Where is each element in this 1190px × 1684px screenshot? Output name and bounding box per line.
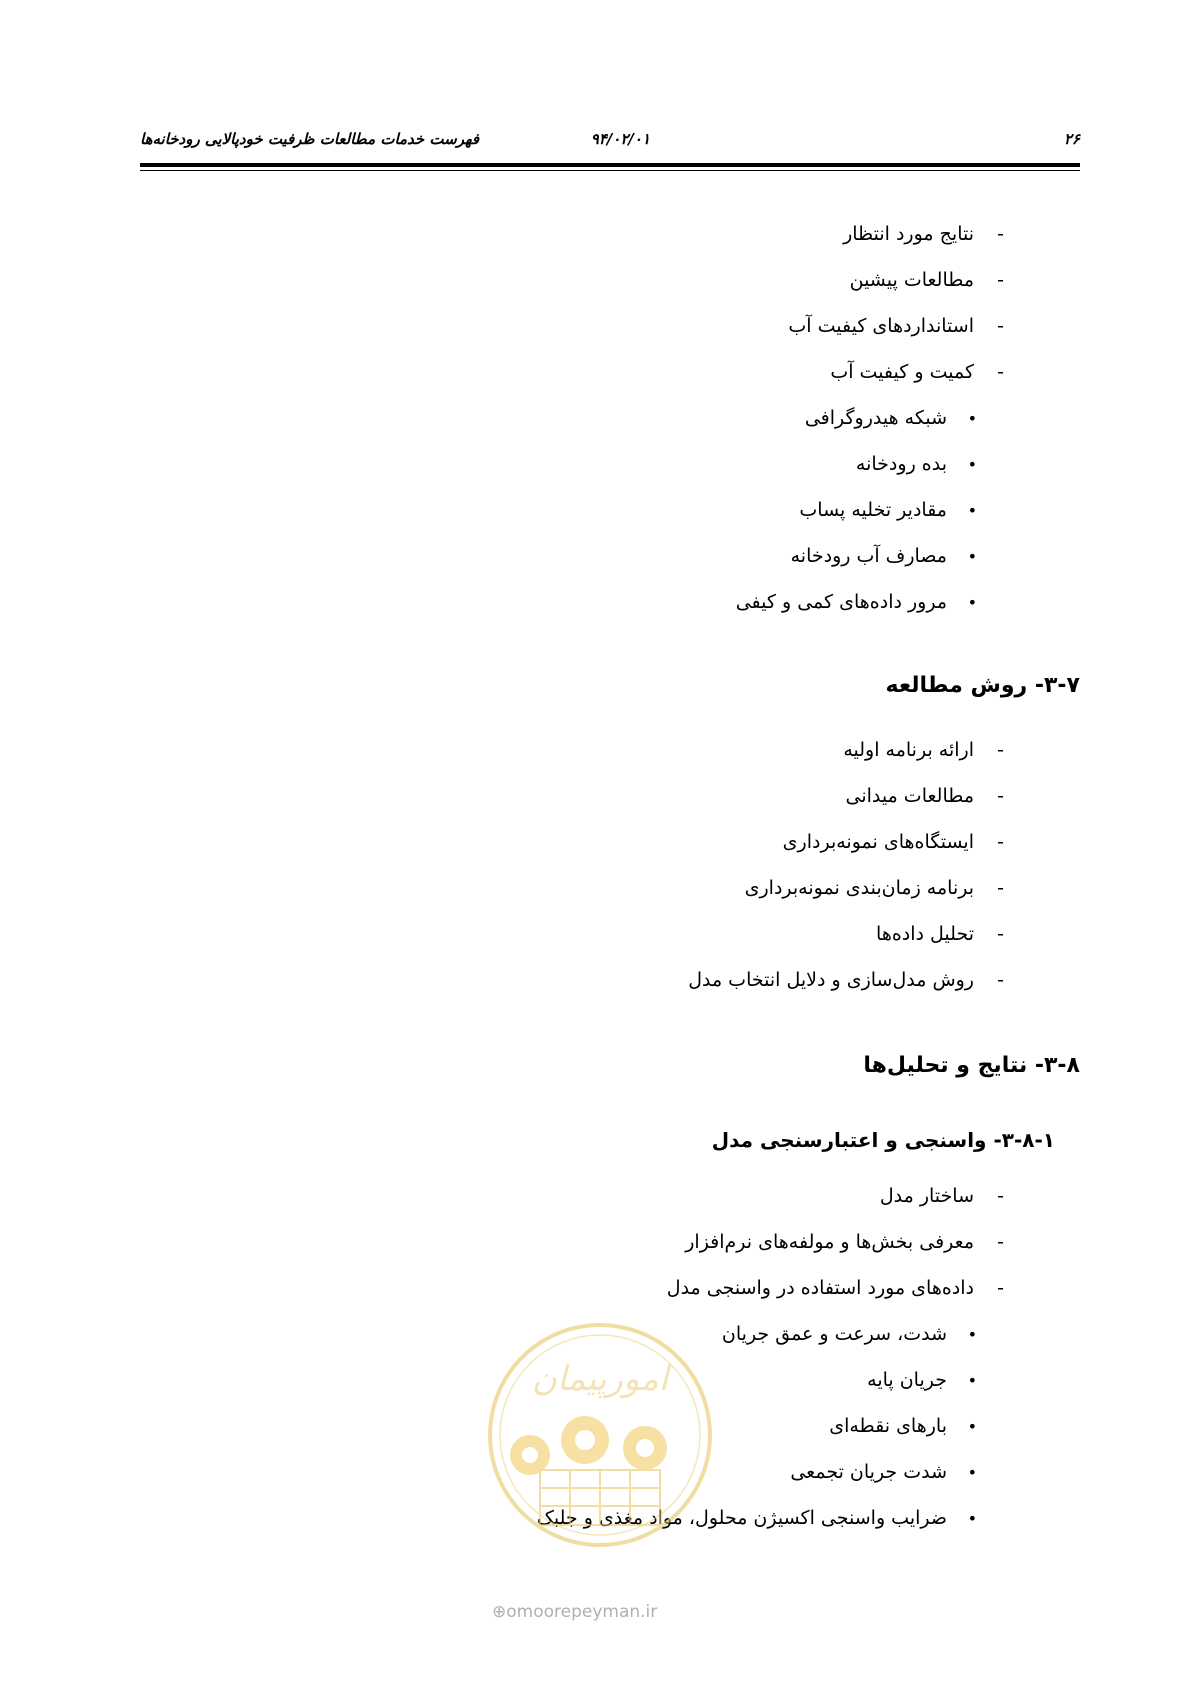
list-item — [850, 266, 1004, 294]
list-item — [688, 966, 1004, 994]
list-item — [830, 358, 1004, 386]
list-item-text: کمیت و کیفیت آب — [830, 361, 974, 383]
list-item-text: ساختار مدل — [879, 1185, 974, 1207]
list-item-text: مطالعات پیشین — [849, 269, 974, 291]
bullet-item-text: مرور داده‌های کمی و کیفی — [735, 591, 947, 613]
bullet-item-text: شدت جریان تجمعی — [790, 1461, 947, 1483]
bullet-item — [799, 496, 977, 525]
watermark-url-text: omoorepeyman.ir — [506, 1602, 658, 1622]
list-item — [667, 1274, 1004, 1302]
header-rule-thick — [140, 163, 1080, 167]
bullet-marker: • — [967, 501, 977, 520]
bullet-item — [856, 450, 977, 479]
list-item — [745, 874, 1004, 902]
bullet-marker: • — [967, 1371, 977, 1390]
list-item-text: داده‌های مورد استفاده در واسنجی مدل — [666, 1277, 974, 1299]
list-item — [876, 920, 1004, 948]
bullet-item — [829, 1412, 977, 1441]
bullet-item — [722, 1320, 977, 1349]
subsection-heading: ۳-۸-۱- واسنجی و اعتبارسنجی مدل — [711, 1128, 1055, 1152]
bullet-item-text: شدت، سرعت و عمق جریان — [721, 1323, 947, 1345]
bullet-item-text: شبکه هیدروگرافی — [804, 407, 947, 429]
bullet-marker: • — [967, 593, 977, 612]
page-header — [140, 130, 1080, 156]
running-title: فهرست خدمات مطالعات ظرفیت خودپالایی رودخانه‌ها — [140, 130, 480, 148]
dash-marker: - — [997, 1231, 1004, 1253]
list-item-text: ایستگاه‌های نمونه‌برداری — [782, 831, 974, 853]
watermark-globe-icon: ⊕ — [492, 1602, 507, 1622]
bullet-item-text: بده رودخانه — [855, 453, 947, 475]
dash-marker: - — [997, 269, 1004, 291]
bullet-item-text: ضرایب واسنجی اکسیژن محلول، مواد مغذی و جلبک — [536, 1507, 947, 1529]
list-item-text: روش مدل‌سازی و دلایل انتخاب مدل — [688, 969, 974, 991]
bullet-item — [805, 404, 977, 433]
dash-marker: - — [997, 785, 1004, 807]
bullet-item — [867, 1366, 977, 1395]
bullet-marker: • — [967, 409, 977, 428]
list-item — [845, 782, 1004, 810]
dash-marker: - — [997, 739, 1004, 761]
dash-marker: - — [997, 1185, 1004, 1207]
bullet-item-text: بارهای نقطه‌ای — [829, 1415, 947, 1437]
watermark-logo-text: امورپیمان — [531, 1359, 669, 1399]
dash-marker: - — [997, 877, 1004, 899]
list-item — [843, 736, 1004, 764]
dash-marker: - — [997, 831, 1004, 853]
list-item — [880, 1182, 1004, 1210]
list-item-text: تحلیل داده‌ها — [876, 923, 974, 945]
bullet-marker: • — [967, 1417, 977, 1436]
section-heading: ۳-۷- روش مطالعه — [885, 673, 1080, 698]
bullet-marker: • — [967, 1509, 977, 1528]
list-item — [843, 220, 1004, 248]
section-heading: ۳-۸- نتایج و تحلیل‌ها — [863, 1053, 1080, 1078]
dash-marker: - — [997, 361, 1004, 383]
bullet-item — [736, 588, 977, 617]
list-item-text: مطالعات میدانی — [845, 785, 974, 807]
list-item-text: معرفی بخش‌ها و مولفه‌های نرم‌افزار — [685, 1231, 974, 1253]
bullet-marker: • — [967, 1463, 977, 1482]
dash-marker: - — [997, 969, 1004, 991]
dash-marker: - — [997, 923, 1004, 945]
bullet-marker: • — [967, 455, 977, 474]
list-item — [788, 312, 1004, 340]
list-item-text: ارائه برنامه اولیه — [843, 739, 974, 761]
list-item-text: نتایج مورد انتظار — [843, 223, 974, 245]
list-item-text: برنامه زمان‌بندی نمونه‌برداری — [744, 877, 974, 899]
bullet-item — [791, 542, 977, 571]
page-number: ۲۶ — [1063, 130, 1080, 148]
dash-marker: - — [997, 315, 1004, 337]
dash-marker: - — [997, 223, 1004, 245]
bullet-marker: • — [967, 547, 977, 566]
header-date: ۹۴/۰۲/۰۱ — [590, 130, 650, 148]
bullet-item-text: مصارف آب رودخانه — [790, 545, 947, 567]
header-rule-thin — [140, 170, 1080, 171]
list-item-text: استانداردهای کیفیت آب — [788, 315, 974, 337]
list-item — [783, 828, 1004, 856]
watermark-url — [492, 1602, 657, 1622]
bullet-item-text: مقادیر تخلیه پساب — [799, 499, 947, 521]
bullet-item — [790, 1458, 977, 1487]
bullet-marker: • — [967, 1325, 977, 1344]
watermark-logo-icon — [485, 1320, 715, 1550]
list-item — [685, 1228, 1004, 1256]
dash-marker: - — [997, 1277, 1004, 1299]
bullet-item-text: جریان پایه — [867, 1369, 947, 1391]
